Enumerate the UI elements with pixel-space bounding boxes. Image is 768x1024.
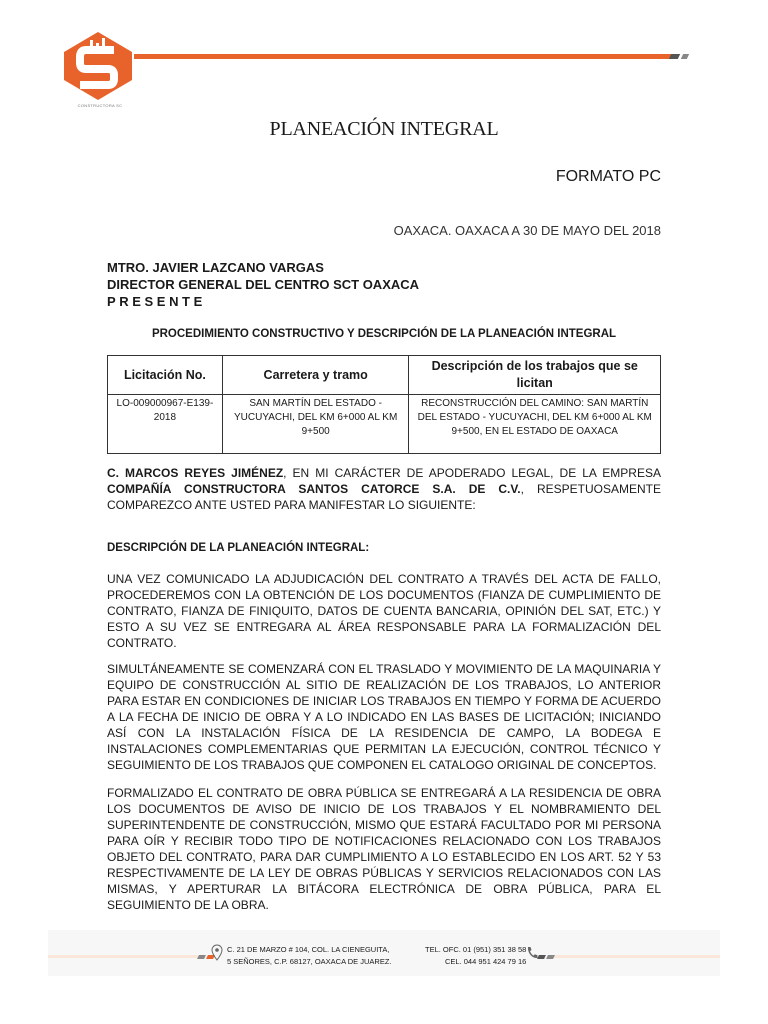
- document-title: PLANEACIÓN INTEGRAL: [269, 118, 499, 140]
- work-description-cell: RECONSTRUCCIÓN DEL CAMINO: SAN MARTÍN DEL ESTADO - YUCUYACHI, DEL KM 6+000 AL KM 9+500, EN EL ESTADO DE OAXACA: [409, 395, 661, 454]
- addressee-presente: PRESENTE: [107, 294, 206, 309]
- location-pin-icon: [211, 944, 223, 962]
- table-header-cell: Licitación No.: [108, 356, 223, 395]
- company-name: COMPAÑÍA CONSTRUCTORA SANTOS CATORCE S.A. DE C.V.: [107, 482, 521, 496]
- table-row: [108, 395, 661, 454]
- footer-phone-line: TEL. OFC. 01 (951) 351 38 58: [425, 945, 527, 954]
- footer-address: [227, 944, 392, 968]
- table-header-cell: Carretera y tramo: [222, 356, 409, 395]
- table-header-cell: Descripción de los trabajos que se licitan: [409, 356, 661, 395]
- footer-phones: [425, 944, 526, 968]
- place-date: OAXACA. OAXACA A 30 DE MAYO DEL 2018: [393, 223, 661, 238]
- footer-strip: [48, 955, 198, 958]
- footer-address-line: 5 SEÑORES, C.P. 68127, OAXACA DE JUAREZ.: [227, 957, 392, 966]
- phone-icon: [526, 946, 538, 960]
- footer-strip: [552, 955, 720, 958]
- body-paragraph: SIMULTÁNEAMENTE SE COMENZARÁ CON EL TRASLADO Y MOVIMIENTO DE LA MAQUINARIA Y EQUIPO DE CONSTRUCCIÓN AL SITIO DE REALIZACIÓN DE LOS TRABAJOS, LO ANTERIOR PARA ESTAR EN CONDICIONES DE INICIAR LOS TRABAJOS EN TIEMPO Y FORMA DE ACUERDO A LA FECHA DE INICIO DE OBRA Y A LO INDICADO EN LAS BASES DE LICITACIÓN; INICIANDO ASÍ CON LA INSTALACIÓN FÍSICA DE LA RESIDENCIA DE CAMPO, LA BODEGA E INSTALACIONES COMPLEMENTARIAS QUE PERMITAN LA EJECUCIÓN, CONTROL TÉCNICO Y SEGUIMIENTO DE LOS TRABAJOS QUE COMPONEN EL CATALOGO ORIGINAL DE CONCEPTOS.: [107, 662, 661, 772]
- road-section-cell: SAN MARTÍN DEL ESTADO - YUCUYACHI, DEL KM 6+000 AL KM 9+500: [222, 395, 409, 454]
- footer-phone-line: CEL. 044 951 424 79 16: [445, 957, 527, 966]
- tender-number-cell: LO-009000967-E139-2018: [108, 395, 223, 454]
- intro-paragraph: [107, 465, 661, 513]
- logo-caption: CONSTRUCTORA SC: [77, 103, 123, 108]
- addressee-name: MTRO. JAVIER LAZCANO VARGAS: [107, 260, 324, 275]
- intro-text: , EN MI CARÁCTER DE APODERADO LEGAL, DE LA EMPRESA: [283, 466, 661, 480]
- procedure-heading: PROCEDIMIENTO CONSTRUCTIVO Y DESCRIPCIÓN DE LA PLANEACIÓN INTEGRAL: [151, 328, 617, 340]
- tender-info-table: [107, 355, 661, 454]
- intro-text: , RESPETUOSAMENTE COMPAREZCO ANTE USTED PARA MANIFESTAR LO SIGUIENTE:: [107, 482, 662, 512]
- header-slash-decoration: [681, 54, 689, 59]
- body-paragraph: UNA VEZ COMUNICADO LA ADJUDICACIÓN DEL CONTRATO A TRAVÉS DEL ACTA DE FALLO, PROCEDEREMOS CON LA OBTENCIÓN DE LOS DOCUMENTOS (FIANZA DE CUMPLIMIENTO DE CONTRATO, FIANZA DE FINIQUITO, DATOS DE CUENTA BANCARIA, OPINIÓN DEL SAT, ETC.) Y ESTO A SU VEZ SE ENTREGARA AL ÁREA RESPONSABLE PARA LA FORMALIZACIÓN DEL CONTRATO.: [107, 572, 661, 650]
- company-logo: [62, 30, 134, 102]
- addressee-position: DIRECTOR GENERAL DEL CENTRO SCT OAXACA: [107, 277, 420, 292]
- section-title: DESCRIPCIÓN DE LA PLANEACIÓN INTEGRAL:: [107, 542, 370, 554]
- header-slash-decoration: [669, 54, 680, 59]
- body-paragraph: FORMALIZADO EL CONTRATO DE OBRA PÚBLICA SE ENTREGARÁ A LA RESIDENCIA DE OBRA LOS DOCUMENTOS DE AVISO DE INICIO DE LOS TRABAJOS Y EL NOMBRAMIENTO DEL SUPERINTENDENTE DE CONSTRUCCIÓN, MISMO QUE ESTARÁ FACULTADO POR MI PERSONA PARA OÍR Y RECIBIR TODO TIPO DE NOTIFICACIONES RELACIONADO CON LOS TRABAJOS OBJETO DEL CONTRATO, PARA DAR CUMPLIMIENTO A LO ESTABLECIDO EN LOS ART. 52 Y 53 RESPECTIVAMENTE DE LA LEY DE OBRAS PÚBLICAS Y SERVICIOS RELACIONADOS CON LAS MISMAS, Y APERTURAR LA BITÁCORA ELECTRÓNICA DE OBRA PÚBLICA, PARA EL SEGUIMIENTO DE LA OBRA.: [107, 786, 661, 912]
- footer-address-line: C. 21 DE MARZO # 104, COL. LA CIENEGUITA,: [227, 945, 390, 954]
- format-code: FORMATO PC: [555, 168, 661, 185]
- representative-name: C. MARCOS REYES JIMÉNEZ: [107, 466, 284, 480]
- header-accent-line: [134, 54, 676, 59]
- table-header-row: [108, 356, 661, 395]
